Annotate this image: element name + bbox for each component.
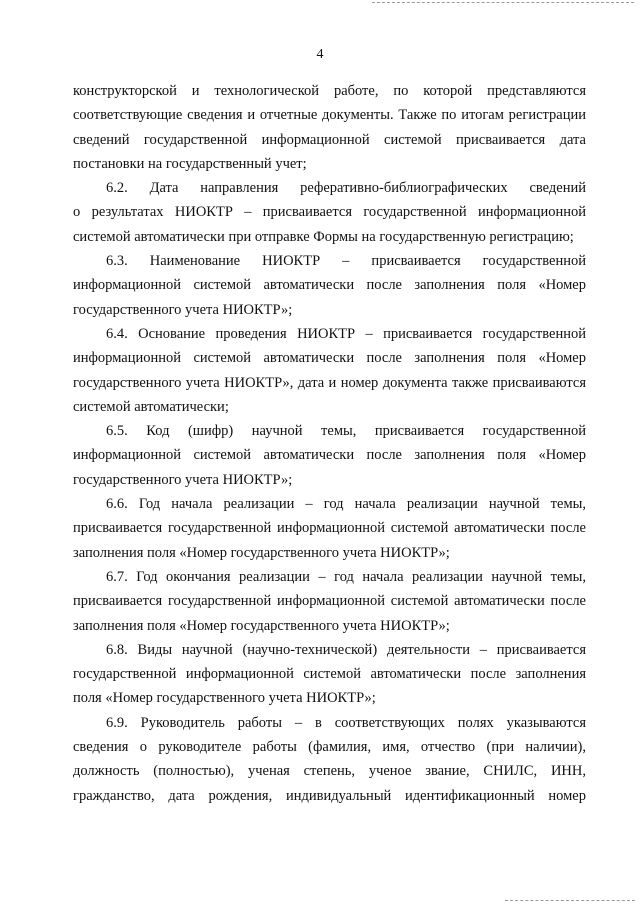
paragraph-6-6 [73,492,586,565]
text-line: системой автоматически при отправке Формы на государственную регистрацию; [73,228,574,245]
document-body [73,79,586,808]
paragraph-6-8 [73,638,586,711]
paragraph-6-3 [73,249,586,322]
scan-edge-line-bottom [505,900,635,901]
paragraph-6-2 [73,176,586,249]
text-line: гражданство, дата рождения, индивидуальный идентификационный номер [73,787,586,804]
text-line: должность (полностью), ученая степень, ученое звание, СНИЛС, ИНН, [73,763,586,780]
text-line: государственной информационной системой автоматически после заполнения [73,666,586,683]
paragraph-6-9 [73,711,586,808]
text-line: о результатах НИОКТР – присваивается государственной информационной [73,204,586,221]
paragraph-6-5 [73,419,586,492]
text-line: присваивается государственной информационной системой автоматически после [73,593,586,610]
text-line: 6.3. Наименование НИОКТР – присваивается государственной [106,253,586,270]
text-line: государственного учета НИОКТР»; [73,301,293,318]
text-line: соответствующие сведения и отчетные документы. Также по итогам регистрации [73,107,586,124]
text-line: информационной системой автоматически после заполнения поля «Номер [73,447,586,464]
text-line: системой автоматически; [73,398,229,415]
paragraph-6-4 [73,322,586,419]
text-line: государственного учета НИОКТР»; [73,471,293,488]
text-line: 6.7. Год окончания реализации – год начала реализации научной темы, [106,568,586,585]
text-line: сведений государственной информационной системой присваивается дата [73,131,586,148]
text-line: присваивается государственной информационной системой автоматически после [73,520,586,537]
text-line: 6.6. Год начала реализации – год начала реализации научной темы, [106,496,586,513]
text-line: постановки на государственный учет; [73,155,307,172]
scan-edge-line-top [372,2,634,3]
text-line: информационной системой автоматически после заполнения поля «Номер [73,277,586,294]
text-line: 6.8. Виды научной (научно-технической) деятельности – присваивается [106,641,586,658]
text-line: 6.2. Дата направления реферативно-библиографических сведений [106,180,586,197]
page-number: 4 [316,47,324,62]
paragraph-6-7 [73,565,586,638]
text-line: конструкторской и технологической работе, по которой представляются [73,83,586,99]
text-line: 6.5. Код (шифр) научной темы, присваивается государственной [106,423,586,440]
text-line: информационной системой автоматически после заполнения поля «Номер [73,350,586,367]
paragraph-continuation [73,79,586,176]
text-line: сведения о руководителе работы (фамилия, имя, отчество (при наличии), [73,739,586,756]
text-line: 6.4. Основание проведения НИОКТР – присваивается государственной [106,325,586,342]
text-line: государственного учета НИОКТР», дата и номер документа также присваиваются [73,374,586,391]
text-line: 6.9. Руководитель работы – в соответствующих полях указываются [106,714,586,731]
text-line: заполнения поля «Номер государственного учета НИОКТР»; [73,617,450,634]
text-line: заполнения поля «Номер государственного учета НИОКТР»; [73,544,450,561]
text-line: поля «Номер государственного учета НИОКТР»; [73,690,376,707]
